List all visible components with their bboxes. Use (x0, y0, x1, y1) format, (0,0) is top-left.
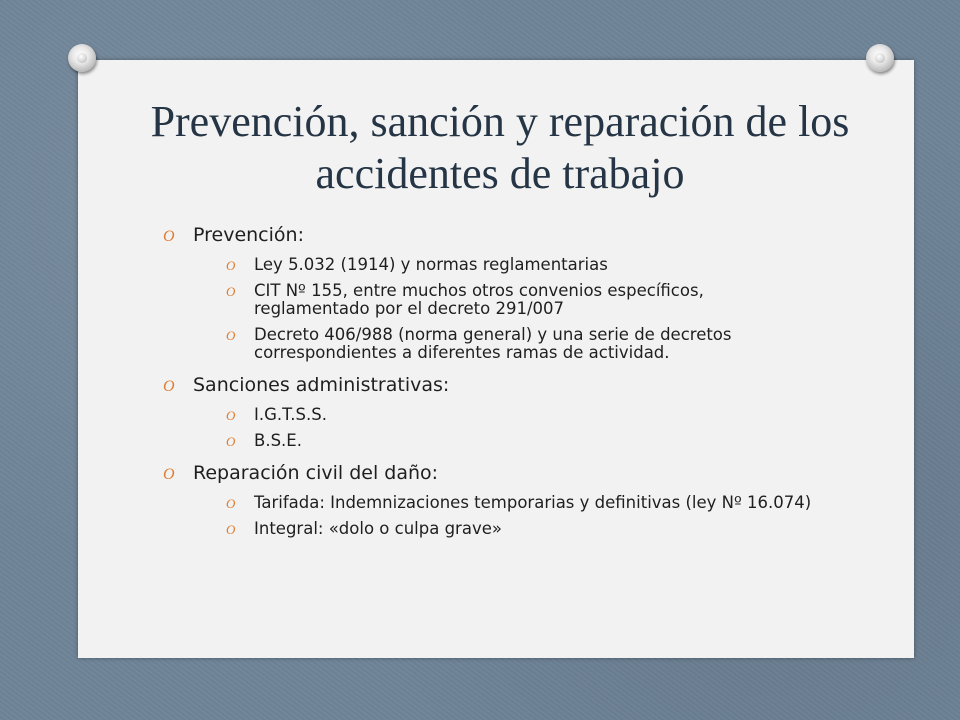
bullet-icon: O (163, 466, 175, 483)
sub-bullet-text: Decreto 406/988 (norma general) y una serie de decretos correspondientes a diferentes ramas de actividad. (254, 325, 732, 362)
bullet-icon: O (226, 284, 236, 299)
bullet-icon: O (226, 328, 236, 343)
bullet-icon: O (226, 522, 236, 537)
sub-bullet-text: I.G.T.S.S. (254, 405, 327, 424)
sub-bullet (226, 326, 813, 362)
sub-bullet-text: B.S.E. (254, 431, 302, 450)
sub-list (193, 494, 813, 538)
section-label: Prevención: (193, 224, 304, 246)
sub-bullet-text: Ley 5.032 (1914) y normas reglamentarias (254, 255, 608, 274)
sub-bullet (226, 432, 813, 450)
sub-bullet (226, 520, 813, 538)
sub-bullet-text: Tarifada: Indemnizaciones temporarias y definitivas (ley Nº 16.074) (254, 493, 812, 512)
bullet-icon: O (226, 408, 236, 423)
sub-list (193, 256, 813, 362)
bullet-reparacion (163, 462, 813, 538)
bullet-prevencion (163, 224, 813, 362)
sub-bullet-text: Integral: «dolo o culpa grave» (254, 519, 502, 538)
bullet-icon: O (163, 228, 175, 245)
bullet-sanciones (163, 374, 813, 450)
bullet-icon: O (226, 434, 236, 449)
sub-bullet (226, 406, 813, 424)
bullet-icon: O (163, 378, 175, 395)
sub-list (193, 406, 813, 450)
pushpin-icon (68, 44, 96, 72)
sub-bullet-text: CIT Nº 155, entre muchos otros convenios específicos, reglamentado por el decreto 291/007 (254, 281, 704, 318)
sub-bullet (226, 494, 813, 512)
bullet-icon: O (226, 258, 236, 273)
sub-bullet (226, 256, 813, 274)
section-label: Sanciones administrativas: (193, 374, 450, 396)
bullet-icon: O (226, 496, 236, 511)
slide-content (163, 224, 813, 550)
sub-bullet (226, 282, 813, 318)
slide-title: Prevención, sanción y reparación de los accidentes de trabajo (150, 97, 850, 198)
pushpin-icon (866, 44, 894, 72)
section-label: Reparación civil del daño: (193, 462, 439, 484)
